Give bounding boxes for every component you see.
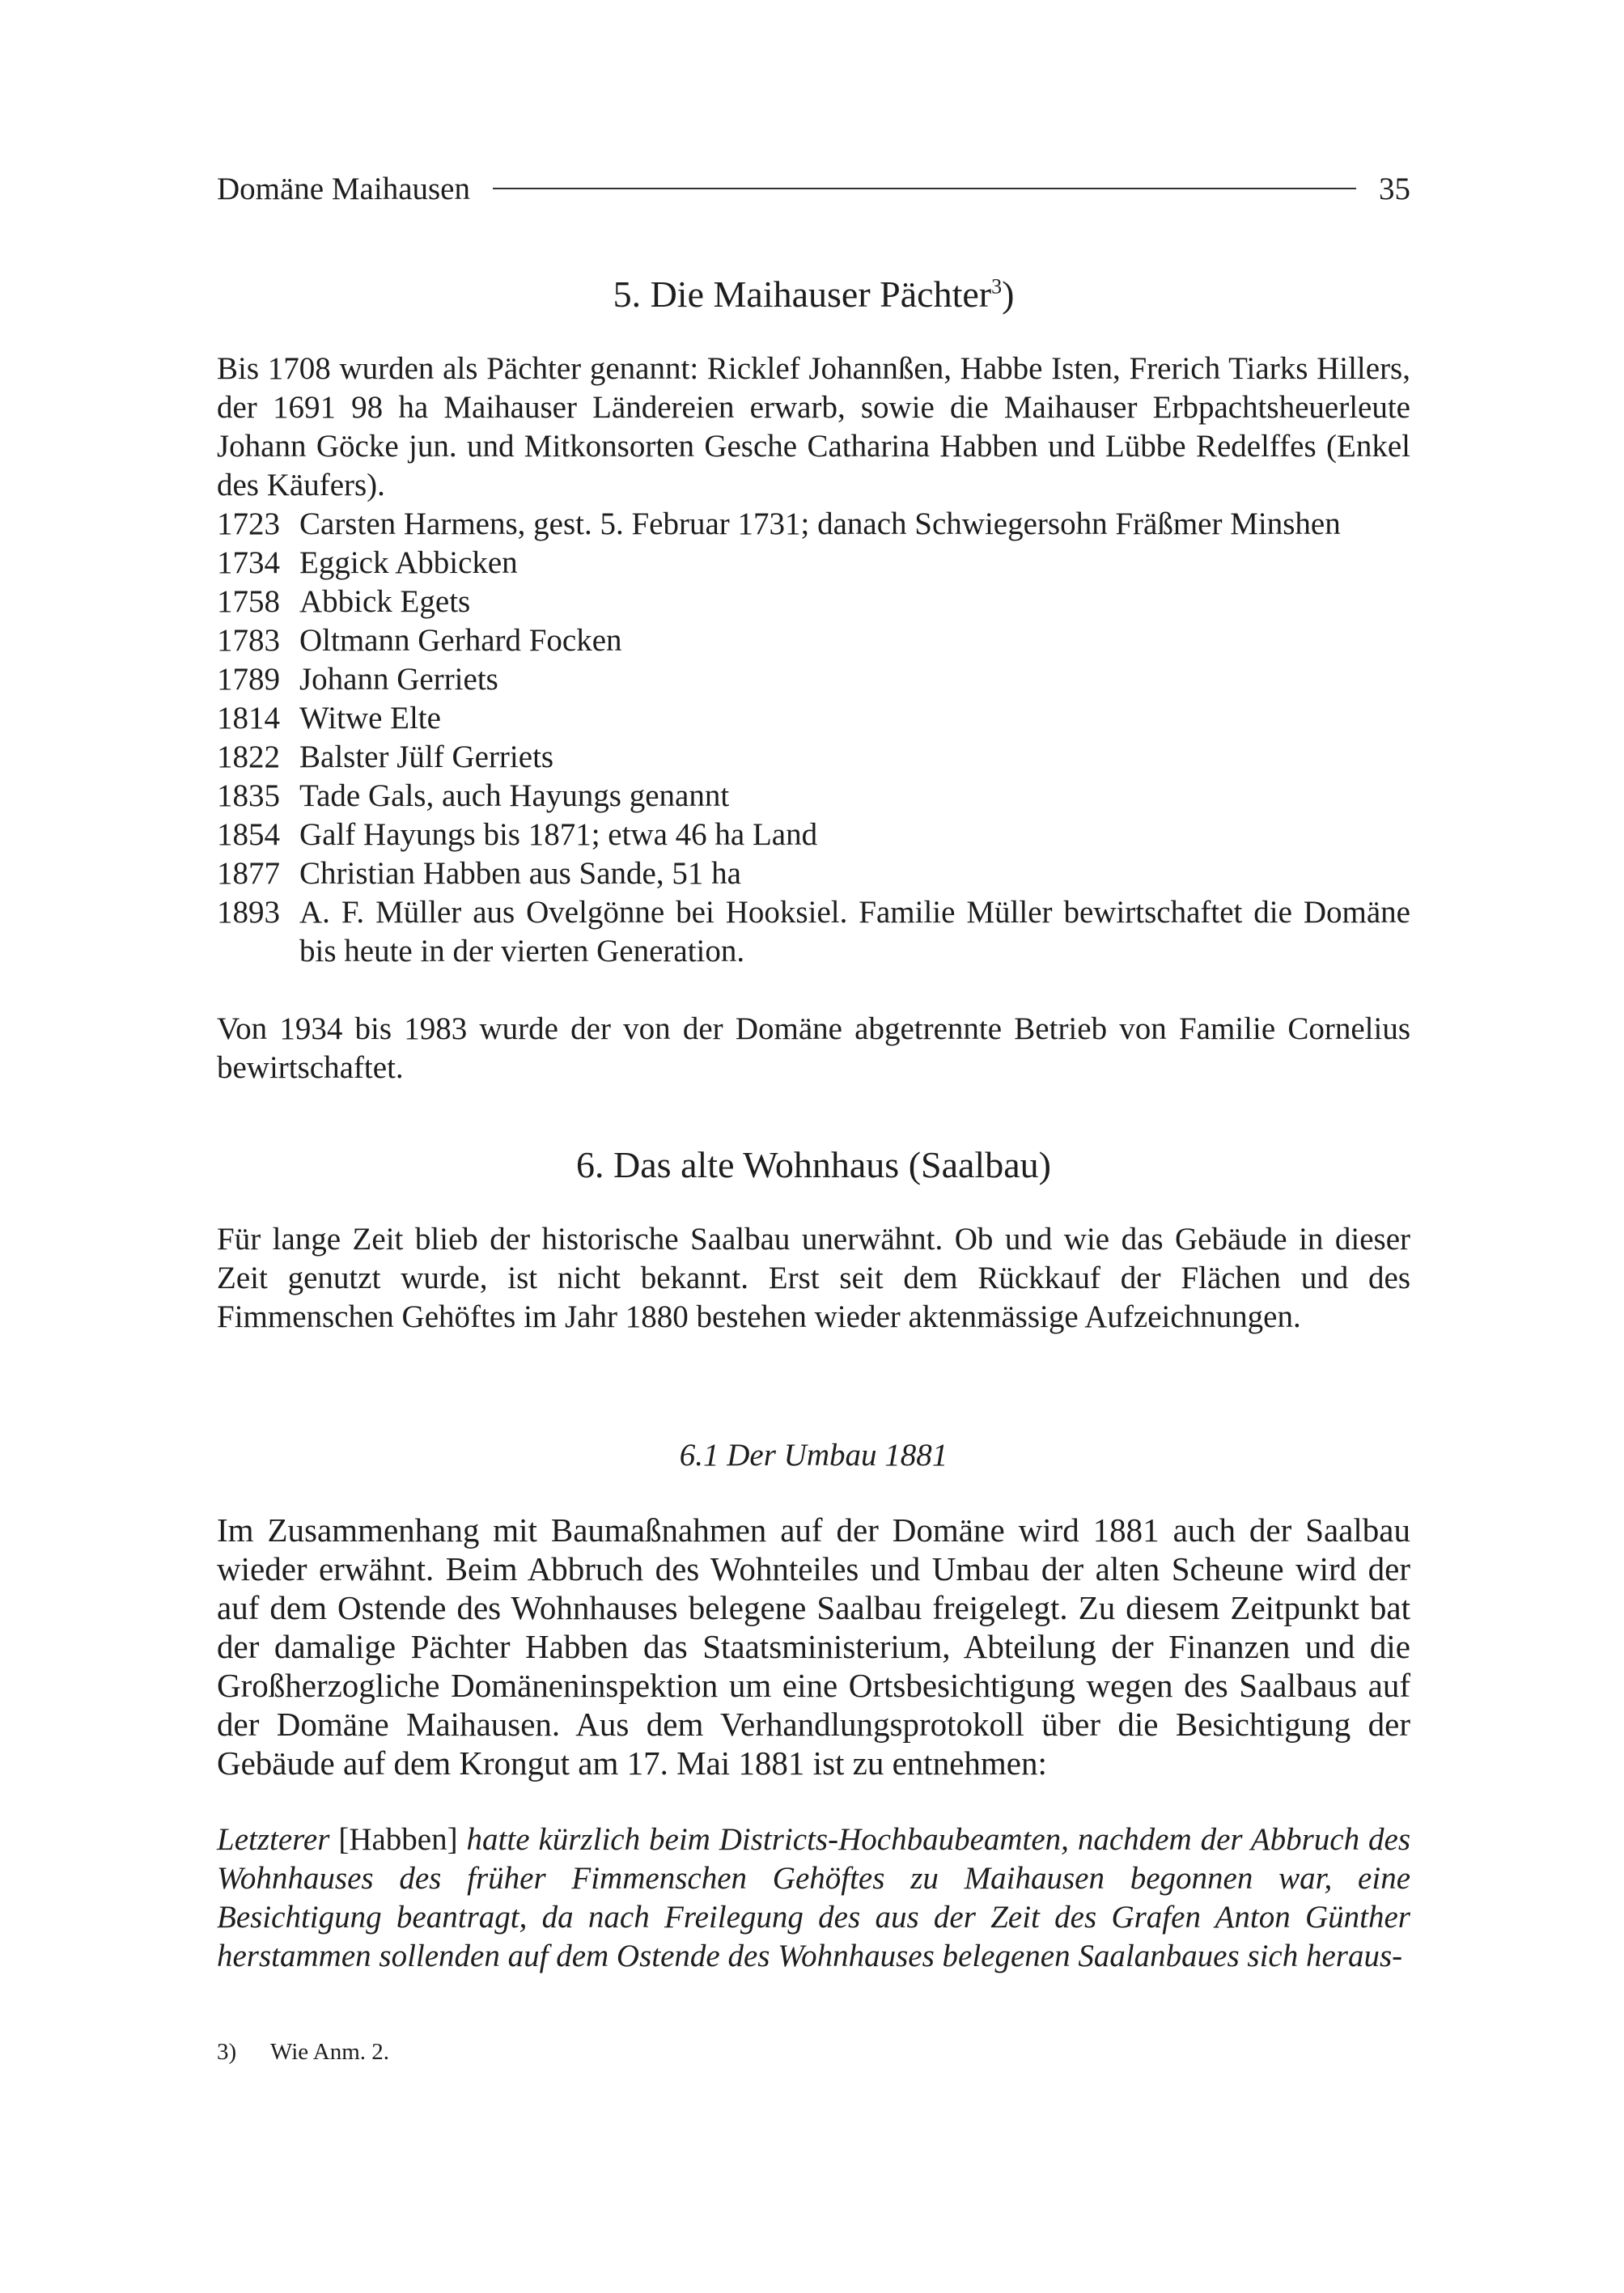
running-head-rule <box>493 188 1356 189</box>
section-5-heading <box>217 270 1410 319</box>
quote-text: hatte kürzlich beim Districts-Hochbaubeamten, nachdem der Abbruch des Wohnhauses des früher Fimmenschen Gehöftes zu Maihausen begonnen war, eine Besichtigung beantragt, da nach Freilegung des aus der Zeit des Grafen Anton Günther herstammen sollenden auf dem Ostende des Wohnhauses belegenen Saalanbaues sich heraus- <box>217 1822 1411 1973</box>
section-6-1-body: Im Zusammenhang mit Baumaßnahmen auf der Domäne wird 1881 auch der Saalbau wieder erwähnt. Beim Abbruch des Wohnteiles und Umbau der alten Scheune wird der auf dem Ostende des Wohnhauses belegene Saalbau freigelegt. Zu diesem Zeitpunkt bat der damalige Pächter Habben das Staatsministerium, Abteilung der Finanzen und die Großherzogliche Domäneninspektion um eine Ortsbesichtigung wegen des Saalbaus auf der Domäne Maihausen. Aus dem Verhandlungsprotokoll über die Besichtigung der Gebäude auf dem Krongut am 17. Mai 1881 ist zu entnehmen: <box>217 1511 1410 1782</box>
section-5-closing: Von 1934 bis 1983 wurde der von der Domäne abgetrennte Betrieb von Familie Cornelius bewirtschaftet. <box>217 1011 1410 1085</box>
tenant-name: A. F. Müller aus Ovelgönne bei Hooksiel. Familie Müller bewirtschaftet die Domäne bis heute in der vierten Generation. <box>299 895 1410 968</box>
footnote-text: Wie Anm. 2. <box>270 2039 390 2065</box>
section-5-heading-text: 5. Die Maihauser Pächter <box>613 273 992 315</box>
tenant-year: 1835 <box>217 778 280 813</box>
tenant-name: Johann Gerriets <box>299 662 498 697</box>
footnote <box>217 2036 389 2068</box>
tenant-year: 1758 <box>217 584 280 619</box>
tenant-name: Balster Jülf Gerriets <box>299 740 554 774</box>
section-6-intro: Für lange Zeit blieb der historische Saalbau unerwähnt. Ob und wie das Gebäude in dieser Zeit genutzt wurde, ist nicht bekannt. Erst seit dem Rückkauf der Flächen und des Fimmenschen Gehöftes im Jahr 1880 bestehen wieder aktenmässige Aufzeichnungen. <box>217 1222 1410 1334</box>
tenant-name: Christian Habben aus Sande, 51 ha <box>299 856 741 891</box>
tenant-name: Eggick Abbicken <box>299 545 518 580</box>
tenant-entry <box>217 816 1410 854</box>
quote-bracket: [Habben] <box>338 1822 458 1857</box>
tenant-name: Oltmann Gerhard Focken <box>299 623 622 658</box>
tenant-entry <box>217 660 1410 699</box>
section-6-heading: 6. Das alte Wohnhaus (Saalbau) <box>576 1144 1051 1185</box>
section-5-heading-close: ) <box>1002 273 1015 315</box>
tenant-entry <box>217 777 1410 816</box>
tenant-year: 1789 <box>217 662 280 697</box>
tenant-year: 1814 <box>217 701 280 735</box>
archival-quote <box>217 1820 1410 1976</box>
tenant-entry <box>217 505 1410 544</box>
tenant-year: 1822 <box>217 740 280 774</box>
tenant-entry <box>217 699 1410 738</box>
tenant-entry <box>217 738 1410 777</box>
section-5-intro: Bis 1708 wurden als Pächter genannt: Ricklef Johannßen, Habbe Isten, Frerich Tiarks Hillers, der 1691 98 ha Maihauser Ländereien erwarb, sowie die Maihauser Erbpachtsheuerleute Johann Göcke jun. und Mitkonsorten Gesche Catharina Habben und Lübbe Redelffes (Enkel des Käufers). <box>217 351 1410 502</box>
tenant-entry <box>217 583 1410 621</box>
section-6-1-heading: 6.1 Der Umbau 1881 <box>679 1438 948 1473</box>
tenant-entry <box>217 621 1410 660</box>
tenant-name: Tade Gals, auch Hayungs genannt <box>299 778 730 813</box>
tenant-year: 1893 <box>217 895 280 930</box>
tenant-name: Carsten Harmens, gest. 5. Februar 1731; danach Schwiegersohn Fräßmer Minshen <box>299 506 1341 541</box>
footnote-reference: 3 <box>991 274 1003 299</box>
tenant-year: 1723 <box>217 506 280 541</box>
tenant-year: 1734 <box>217 545 280 580</box>
running-head-title: Domäne Maihausen <box>217 171 470 206</box>
running-head <box>217 164 1410 213</box>
footnote-mark: 3) <box>217 2039 237 2065</box>
quote-lead: Letzterer <box>217 1822 330 1857</box>
tenant-year: 1783 <box>217 623 280 658</box>
tenant-year: 1877 <box>217 856 280 891</box>
tenant-name: Abbick Egets <box>299 584 471 619</box>
tenant-name: Galf Hayungs bis 1871; etwa 46 ha Land <box>299 817 818 852</box>
tenant-list <box>217 505 1410 971</box>
page-number: 35 <box>1379 171 1410 206</box>
tenant-name: Witwe Elte <box>299 701 441 735</box>
tenant-entry <box>217 544 1410 583</box>
tenant-year: 1854 <box>217 817 280 852</box>
tenant-entry <box>217 893 1410 971</box>
tenant-entry <box>217 854 1410 893</box>
document-page <box>217 0 1410 2293</box>
